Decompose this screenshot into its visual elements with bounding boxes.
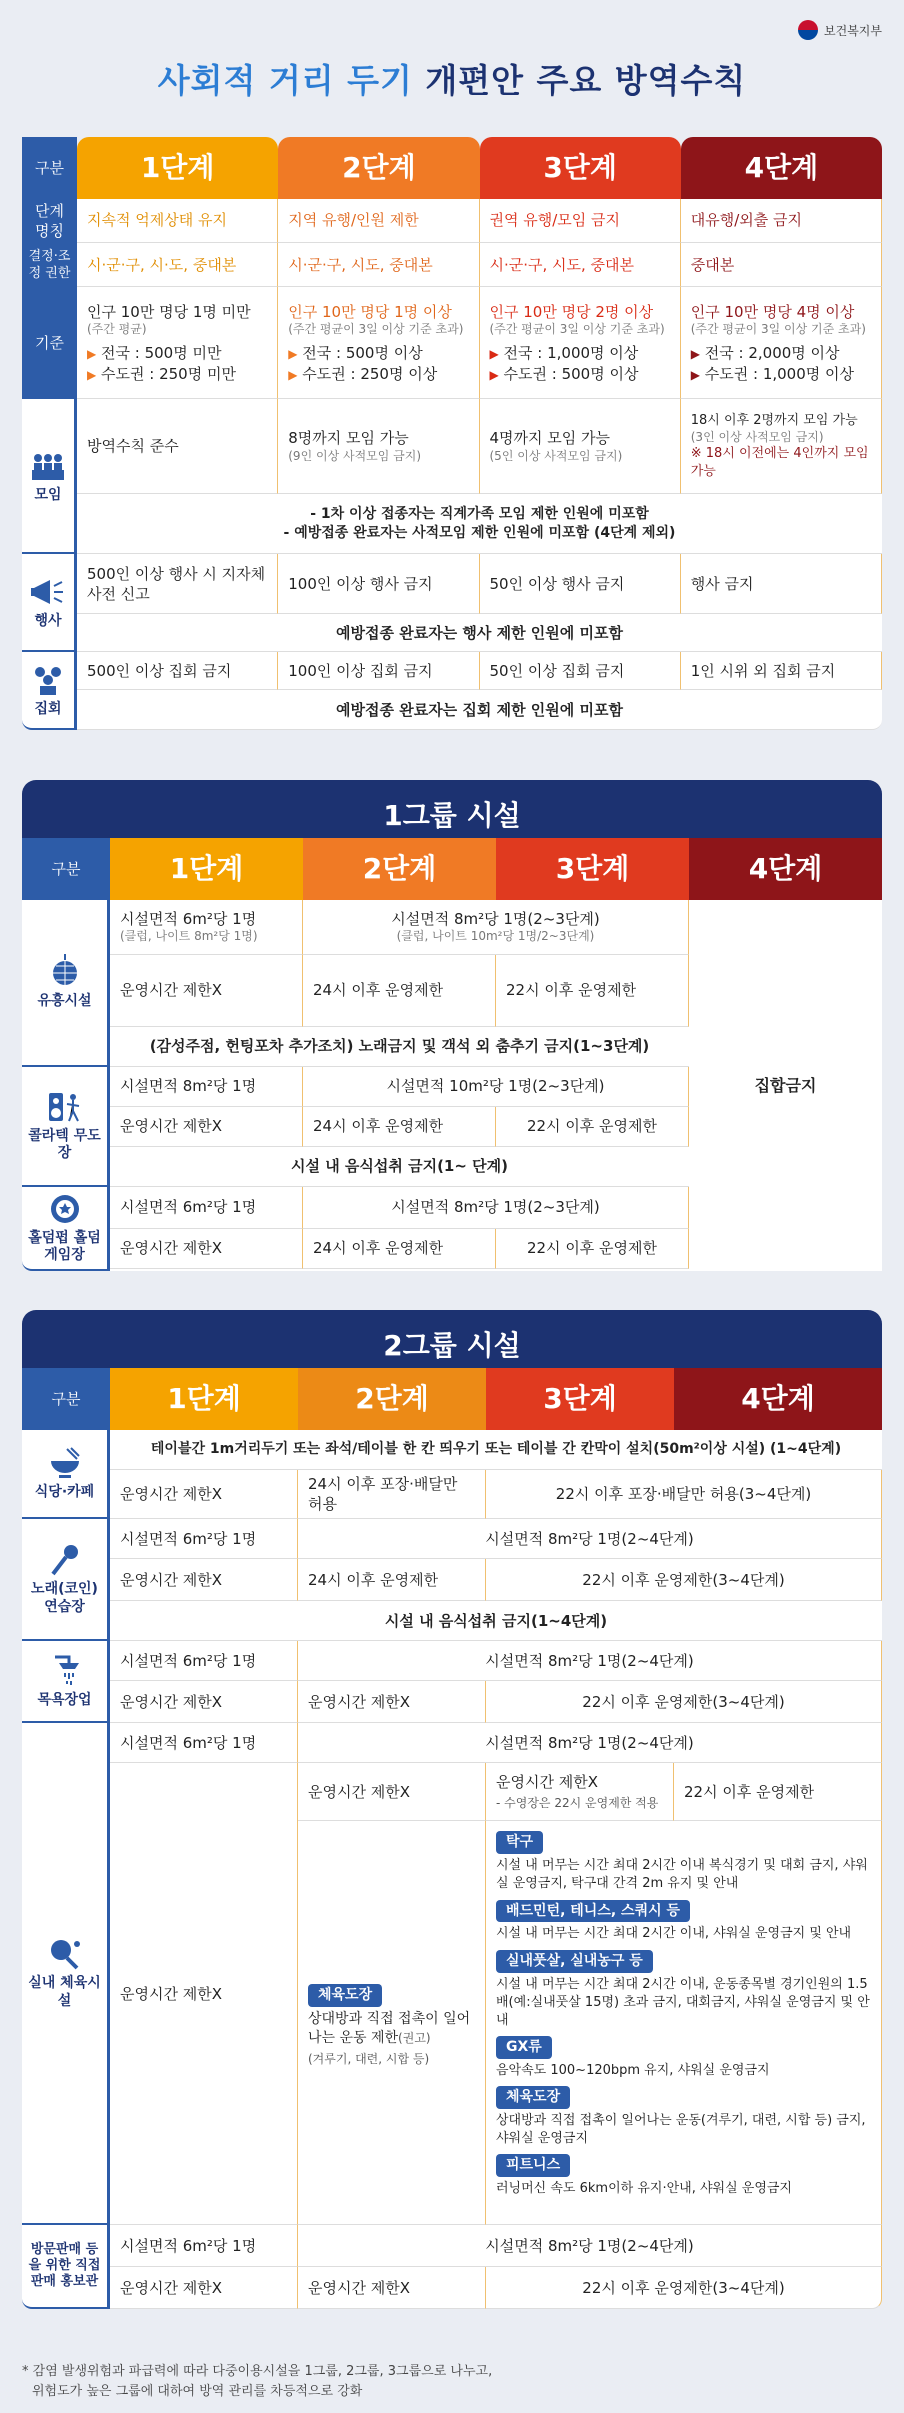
row-label-bath bbox=[22, 1641, 110, 1723]
karaoke-wide: 시설 내 음식섭취 금지(1~4단계) bbox=[110, 1601, 882, 1641]
stage-name-4: 대유행/외출 금지 bbox=[681, 199, 882, 244]
colatec-area23: 시설면적 10m²당 1명(2~3단계) bbox=[303, 1067, 689, 1107]
yuheung-t3: 22시 이후 운영제한 bbox=[496, 955, 689, 1027]
disco-ball-icon bbox=[45, 954, 85, 990]
karaoke-t2: 24시 이후 운영제한 bbox=[298, 1559, 486, 1601]
event-2: 100인 이상 행사 금지 bbox=[278, 554, 479, 614]
criteria-cap-2: 수도권 : 250명 이상 bbox=[302, 364, 438, 383]
footnote-line-1: * 감염 발생위험과 파급력에 따라 다중이용시설을 1그룹, 2그룹, 3그룹으로 나누고, bbox=[22, 2364, 493, 2379]
karaoke-t34: 22시 이후 운영제한(3~4단계) bbox=[486, 1559, 882, 1601]
criteria-sub-2: (주간 평균이 3일 이상 기준 초과) bbox=[288, 321, 464, 336]
row-label-sports bbox=[22, 1723, 110, 2225]
decide-4: 중대본 bbox=[681, 243, 882, 287]
poker-chip-icon bbox=[45, 1191, 85, 1227]
stage-2-header: 2단계 bbox=[278, 137, 479, 199]
row-label-karaoke bbox=[22, 1519, 110, 1641]
food-t2: 24시 이후 포장·배달만 허용 bbox=[298, 1470, 486, 1520]
food-wide: 테이블간 1m거리두기 또는 좌석/테이블 한 칸 띄우기 또는 테이블 간 칸막이 설치(50m²이상 시설) (1~4단계) bbox=[110, 1430, 882, 1470]
holdem-area23: 시설면적 8m²당 1명(2~3단계) bbox=[303, 1187, 689, 1229]
stage-name-2: 지역 유행/인원 제한 bbox=[278, 199, 479, 244]
sport-item bbox=[496, 1825, 871, 1893]
colatec-t2: 24시 이후 운영제한 bbox=[303, 1107, 496, 1147]
stage-4-header: 4단계 bbox=[681, 137, 882, 199]
sales-label: 방문판매 등을 위한 직접판매 홍보관 bbox=[28, 2241, 101, 2290]
yuheung-area1: 시설면적 6m²당 1명 bbox=[120, 909, 257, 928]
title-highlight: 사회적 거리 두기 bbox=[157, 61, 413, 100]
sport-item bbox=[496, 2148, 871, 2198]
food-label: 식당·카페 bbox=[34, 1484, 95, 1501]
row-label-sales bbox=[22, 2225, 110, 2309]
holdem-t1: 운영시간 제한X bbox=[110, 1229, 303, 1269]
g2-stage-2: 2단계 bbox=[298, 1368, 486, 1430]
g1-stage-1: 1단계 bbox=[110, 838, 303, 900]
ministry-name: 보건복지부 bbox=[824, 23, 882, 38]
gym-tag: 체육도장 bbox=[308, 1984, 382, 2007]
sports-detail-list bbox=[486, 1821, 882, 2225]
speaker-dancer-icon bbox=[45, 1089, 85, 1125]
sales-t2: 운영시간 제한X bbox=[298, 2267, 486, 2309]
bath-area24: 시설면적 8m²당 1명(2~4단계) bbox=[298, 1641, 882, 1681]
sport-tag: GX류 bbox=[496, 2036, 552, 2059]
sports-area1: 시설면적 6m²당 1명 bbox=[110, 1723, 298, 1763]
microphone-icon bbox=[45, 1542, 85, 1578]
stage-name-3: 권역 유행/모임 금지 bbox=[480, 199, 681, 244]
g2-stage-1: 1단계 bbox=[110, 1368, 298, 1430]
event-3: 50인 이상 행사 금지 bbox=[480, 554, 681, 614]
criteria-main-2: 인구 10만 명당 1명 이상 bbox=[288, 302, 452, 321]
sports-t3-sub: - 수영장은 22시 운영제한 적용 bbox=[496, 1795, 659, 1810]
bath-t1: 운영시간 제한X bbox=[110, 1681, 298, 1723]
event-4: 행사 금지 bbox=[681, 554, 882, 614]
sales-area1: 시설면적 6m²당 1명 bbox=[110, 2225, 298, 2267]
colatec-area1: 시설면적 8m²당 1명 bbox=[110, 1067, 303, 1107]
g1-stage-4: 4단계 bbox=[689, 838, 882, 900]
group2-banner: 2그룹 시설 bbox=[22, 1310, 882, 1378]
holdem-label: 홀덤펍 홀덤게임장 bbox=[28, 1229, 101, 1264]
bath-label: 목욕장업 bbox=[37, 1692, 92, 1709]
megaphone-icon bbox=[28, 574, 68, 610]
sport-item bbox=[496, 1894, 871, 1944]
row-label-colatec bbox=[22, 1067, 110, 1187]
row-label-event bbox=[22, 554, 77, 652]
rally-label: 집회 bbox=[34, 701, 62, 718]
criteria-sub-1: (주간 평균) bbox=[87, 321, 147, 336]
gym-rec: (권고) bbox=[398, 2030, 431, 2045]
yuheung-t2: 24시 이후 운영제한 bbox=[303, 955, 496, 1027]
sales-area24: 시설면적 8m²당 1명(2~4단계) bbox=[298, 2225, 882, 2267]
g2-stage-4: 4단계 bbox=[674, 1368, 882, 1430]
meet-note-4: ※ 18시 이전에는 4인까지 모임 가능 bbox=[690, 446, 869, 479]
sport-item bbox=[496, 2030, 871, 2080]
stage-name-1: 지속적 억제상태 유지 bbox=[77, 199, 278, 244]
sport-text: 상대방과 직접 접촉이 일어나는 운동(겨루기, 대련, 시합 등) 금지, 샤워실 운영금지 bbox=[496, 2113, 866, 2147]
meet-4: 18시 이후 2명까지 모임 가능 bbox=[690, 413, 858, 429]
karaoke-area1: 시설면적 6m²당 1명 bbox=[110, 1519, 298, 1559]
group1-table bbox=[22, 838, 882, 1271]
row-label-holdem bbox=[22, 1187, 110, 1271]
sports-t3: 운영시간 제한X bbox=[496, 1772, 598, 1791]
holdem-t2: 24시 이후 운영제한 bbox=[303, 1229, 496, 1269]
yuheung-area23: 시설면적 8m²당 1명(2~3단계) bbox=[391, 909, 600, 928]
yuheung-area1-sub: (클럽, 나이트 8m²당 1명) bbox=[120, 929, 258, 944]
criteria-nat-1: 전국 : 500명 미만 bbox=[101, 344, 222, 363]
footnote bbox=[22, 2362, 492, 2401]
sports-label: 실내 체육시설 bbox=[28, 1975, 101, 2009]
decide-1: 시·군·구, 시·도, 중대본 bbox=[77, 243, 278, 287]
meet-1: 방역수칙 준수 bbox=[77, 399, 278, 494]
food-t1: 운영시간 제한X bbox=[110, 1470, 298, 1520]
ping-pong-icon bbox=[45, 1936, 85, 1972]
yuheung-wide: (감성주점, 헌팅포차 추가조치) 노래금지 및 객석 외 춤추기 금지(1~3단계) bbox=[110, 1027, 689, 1067]
page-title bbox=[0, 55, 904, 102]
criteria-nat-4: 전국 : 2,000명 이상 bbox=[704, 344, 840, 363]
event-wide: 예방접종 완료자는 행사 제한 인원에 미포함 bbox=[77, 614, 882, 652]
karaoke-t1: 운영시간 제한X bbox=[110, 1559, 298, 1601]
rally-1: 500인 이상 집회 금지 bbox=[77, 652, 278, 690]
row-label-yuheung bbox=[22, 900, 110, 1067]
sport-tag: 실내풋살, 실내농구 등 bbox=[496, 1950, 653, 1973]
g1-gubun: 구분 bbox=[22, 838, 110, 900]
sport-text: 시설 내 머무는 시간 최대 2시간 이내, 샤워실 운영금지 및 안내 bbox=[496, 1926, 852, 1942]
criteria-cap-1: 수도권 : 250명 미만 bbox=[101, 364, 236, 383]
sport-text: 러닝머신 속도 6km이하 유지·안내, 샤워실 운영금지 bbox=[496, 2181, 792, 2197]
bath-t2: 운영시간 제한X bbox=[298, 1681, 486, 1723]
gym-sub: (겨루기, 대련, 시합 등) bbox=[308, 2051, 430, 2066]
row-label-rally bbox=[22, 652, 77, 730]
decide-2: 시·군·구, 시도, 중대본 bbox=[278, 243, 479, 287]
criteria-cap-4: 수도권 : 1,000명 이상 bbox=[704, 364, 855, 383]
criteria-cap-3: 수도권 : 500명 이상 bbox=[503, 364, 639, 383]
meet-sub-4: (3인 이상 사적모임 금지) bbox=[690, 429, 824, 444]
sport-tag: 체육도장 bbox=[496, 2086, 570, 2109]
sport-tag: 피트니스 bbox=[496, 2154, 570, 2177]
criteria-main-3: 인구 10만 명당 2명 이상 bbox=[489, 302, 654, 321]
food-t34: 22시 이후 포장·배달만 허용(3~4단계) bbox=[486, 1470, 882, 1520]
rally-2: 100인 이상 집회 금지 bbox=[278, 652, 479, 690]
karaoke-area24: 시설면적 8m²당 1명(2~4단계) bbox=[298, 1519, 882, 1559]
col-header-gubun: 구분 bbox=[22, 137, 77, 199]
meet-sub-3: (5인 이상 사적모임 금지) bbox=[489, 448, 623, 463]
stage-3-header: 3단계 bbox=[480, 137, 681, 199]
bath-t34: 22시 이후 운영제한(3~4단계) bbox=[486, 1681, 882, 1723]
meet-wide-2: - 예방접종 완료자는 사적모임 제한 인원에 미포함 (4단계 제외) bbox=[283, 524, 676, 541]
sport-item bbox=[496, 1944, 871, 2030]
bath-area1: 시설면적 6m²당 1명 bbox=[110, 1641, 298, 1681]
colatec-wide: 시설 내 음식섭취 금지(1~ 단계) bbox=[110, 1147, 689, 1187]
meeting-icon bbox=[28, 448, 68, 484]
sports-t2: 운영시간 제한X bbox=[298, 1763, 486, 1821]
sports-area24: 시설면적 8m²당 1명(2~4단계) bbox=[298, 1723, 882, 1763]
criteria-main-4: 인구 10만 명당 4명 이상 bbox=[690, 302, 855, 321]
g1-stage-2: 2단계 bbox=[303, 838, 496, 900]
title-rest: 개편안 주요 방역수칙 bbox=[412, 61, 747, 100]
criteria-main-1: 인구 10만 명당 1명 미만 bbox=[87, 302, 251, 321]
yuheung-t1: 운영시간 제한X bbox=[110, 955, 303, 1027]
ministry-logo bbox=[798, 20, 882, 40]
sport-text: 시설 내 머무는 시간 최대 2시간 이내, 운동종목별 경기인원의 1.5배(예:실내풋살 15명) 초과 금지, 대회금지, 샤워실 운영금지 및 안내 bbox=[496, 1976, 870, 2028]
g2-gubun: 구분 bbox=[22, 1368, 110, 1430]
stage-table: 구분 1단계 2단계 3단계 4단계 단계 명칭 지속적 억제상태 유지 지역 유행/인원 제한 권역 유행/모임 금지 대유행/외출 금지 결정·조정 권한 시·군·구, 시·도, 중대본 시·군·구, 시도, 중대본 시·군·구, 시도, 중대본 중대본 기준 인구 10만 명당 1명 미만 (주간 평균) ▶ 전국 : 500명 미만 ▶ 수도권 : 250명 미만 인구 10만 명당 1명 이상 (주간 평균이 3일 이상 기준 초과) ▶ 전국 : 500명 이상 ▶ 수도권 : 250명 이상 인구 10만 명당 2명 이상 (주간 평균이 3일 이상 기준 초과) ▶ 전국 : 1,000명 이상 ▶ 수도권 : 500명 이상 인구 10만 명당 4명 이상 (주간 평균이 3일 이상 기준 초과) ▶ 전국 : 2,000명 이상 ▶ 수도권 : 1,000명 이상 모임 방역수칙 준수 8명까지 모임 가능 (9인 이상 사적모임 금지) 4명까지 모임 가능 (5인 이상 사적모임 금지) 18시 이후 2명까지 모임 가능 (3인 이상 사적모임 금지) ※ 18시 이전에는 4인까지 모임 가능 - 1차 이상 접종자는 직계가족 모임 제한 인원에 미포함 - 예방접종 완료자는 사적모임 제한 인원에 미포함 (4단계 제외) 행사 500인 이상 행사 시 지자체 사전 신고 100인 이상 행사 금지 50인 이상 행사 금지 행사 금지 예방접종 완료자는 행사 제한 인원에 미포함 집회 500인 이상 집회 금지 100인 이상 집회 금지 50인 이상 집회 금지 1인 시위 외 집회 금지 예방접종 완료자는 집회 제한 인원에 미포함 bbox=[22, 137, 882, 730]
row-label-criteria: 기준 bbox=[22, 287, 77, 399]
row-label-food bbox=[22, 1430, 110, 1520]
sport-text: 음악속도 100~120bpm 유지, 샤워실 운영금지 bbox=[496, 2062, 770, 2078]
sports-t4: 22시 이후 운영제한 bbox=[674, 1763, 882, 1821]
holdem-t3: 22시 이후 운영제한 bbox=[496, 1229, 689, 1269]
holdem-area1: 시설면적 6m²당 1명 bbox=[110, 1187, 303, 1229]
row-label-name: 단계 명칭 bbox=[22, 199, 77, 244]
yuheung-label: 유흥시설 bbox=[37, 993, 92, 1010]
row-label-meet bbox=[22, 399, 77, 554]
taeguk-emblem-icon bbox=[798, 20, 818, 40]
colatec-label: 콜라텍 무도장 bbox=[28, 1127, 101, 1162]
sports-t1: 운영시간 제한X bbox=[110, 1763, 298, 2225]
rally-3: 50인 이상 집회 금지 bbox=[480, 652, 681, 690]
colatec-t3: 22시 이후 운영제한 bbox=[496, 1107, 689, 1147]
criteria-sub-3: (주간 평균이 3일 이상 기준 초과) bbox=[489, 321, 665, 336]
meet-3: 4명까지 모임 가능 bbox=[489, 429, 611, 448]
meet-wide-1: - 1차 이상 접종자는 직계가족 모임 제한 인원에 미포함 bbox=[310, 505, 649, 522]
crowd-icon bbox=[28, 662, 68, 698]
event-label: 행사 bbox=[34, 613, 62, 630]
sales-t1: 운영시간 제한X bbox=[110, 2267, 298, 2309]
gym-text: 상대방과 직접 접촉이 일어나는 운동 제한 bbox=[308, 2010, 471, 2046]
yuheung-area23-sub: (클럽, 나이트 10m²당 1명/2~3단계) bbox=[396, 929, 595, 944]
food-bowl-icon bbox=[45, 1445, 85, 1481]
shower-icon bbox=[45, 1653, 85, 1689]
criteria-nat-3: 전국 : 1,000명 이상 bbox=[503, 344, 639, 363]
stage-1-header: 1단계 bbox=[77, 137, 278, 199]
decide-3: 시·군·구, 시도, 중대본 bbox=[480, 243, 681, 287]
criteria-nat-2: 전국 : 500명 이상 bbox=[302, 344, 423, 363]
sport-item bbox=[496, 2080, 871, 2148]
group1-banner: 1그룹 시설 bbox=[22, 780, 882, 848]
rally-wide: 예방접종 완료자는 집회 제한 인원에 미포함 bbox=[77, 690, 882, 730]
group2-table bbox=[22, 1368, 882, 2309]
row-label-decide: 결정·조정 권한 bbox=[22, 243, 77, 287]
karaoke-label: 노래(코인) 연습장 bbox=[31, 1581, 98, 1615]
sales-t34: 22시 이후 운영제한(3~4단계) bbox=[486, 2267, 882, 2309]
sport-tag: 탁구 bbox=[496, 1831, 543, 1854]
g1-stage4-ban: 집합금지 bbox=[689, 900, 882, 1271]
g2-stage-3: 3단계 bbox=[486, 1368, 674, 1430]
footnote-line-2: 위험도가 높은 그룹에 대하여 방역 관리를 차등적으로 강화 bbox=[32, 2383, 363, 2399]
sport-text: 시설 내 머무는 시간 최대 2시간 이내 복식경기 및 대회 금지, 샤워실 운영금지, 탁구대 간격 2m 유지 및 안내 bbox=[496, 1858, 868, 1892]
meet-label: 모임 bbox=[34, 486, 62, 503]
g1-stage-3: 3단계 bbox=[496, 838, 689, 900]
criteria-sub-4: (주간 평균이 3일 이상 기준 초과) bbox=[690, 321, 866, 336]
colatec-t1: 운영시간 제한X bbox=[110, 1107, 303, 1147]
meet-sub-2: (9인 이상 사적모임 금지) bbox=[288, 448, 422, 463]
sport-tag: 배드민턴, 테니스, 스쿼시 등 bbox=[496, 1900, 690, 1923]
rally-4: 1인 시위 외 집회 금지 bbox=[681, 652, 882, 690]
meet-2: 8명까지 모임 가능 bbox=[288, 429, 409, 448]
event-1: 500인 이상 행사 시 지자체 사전 신고 bbox=[77, 554, 278, 614]
